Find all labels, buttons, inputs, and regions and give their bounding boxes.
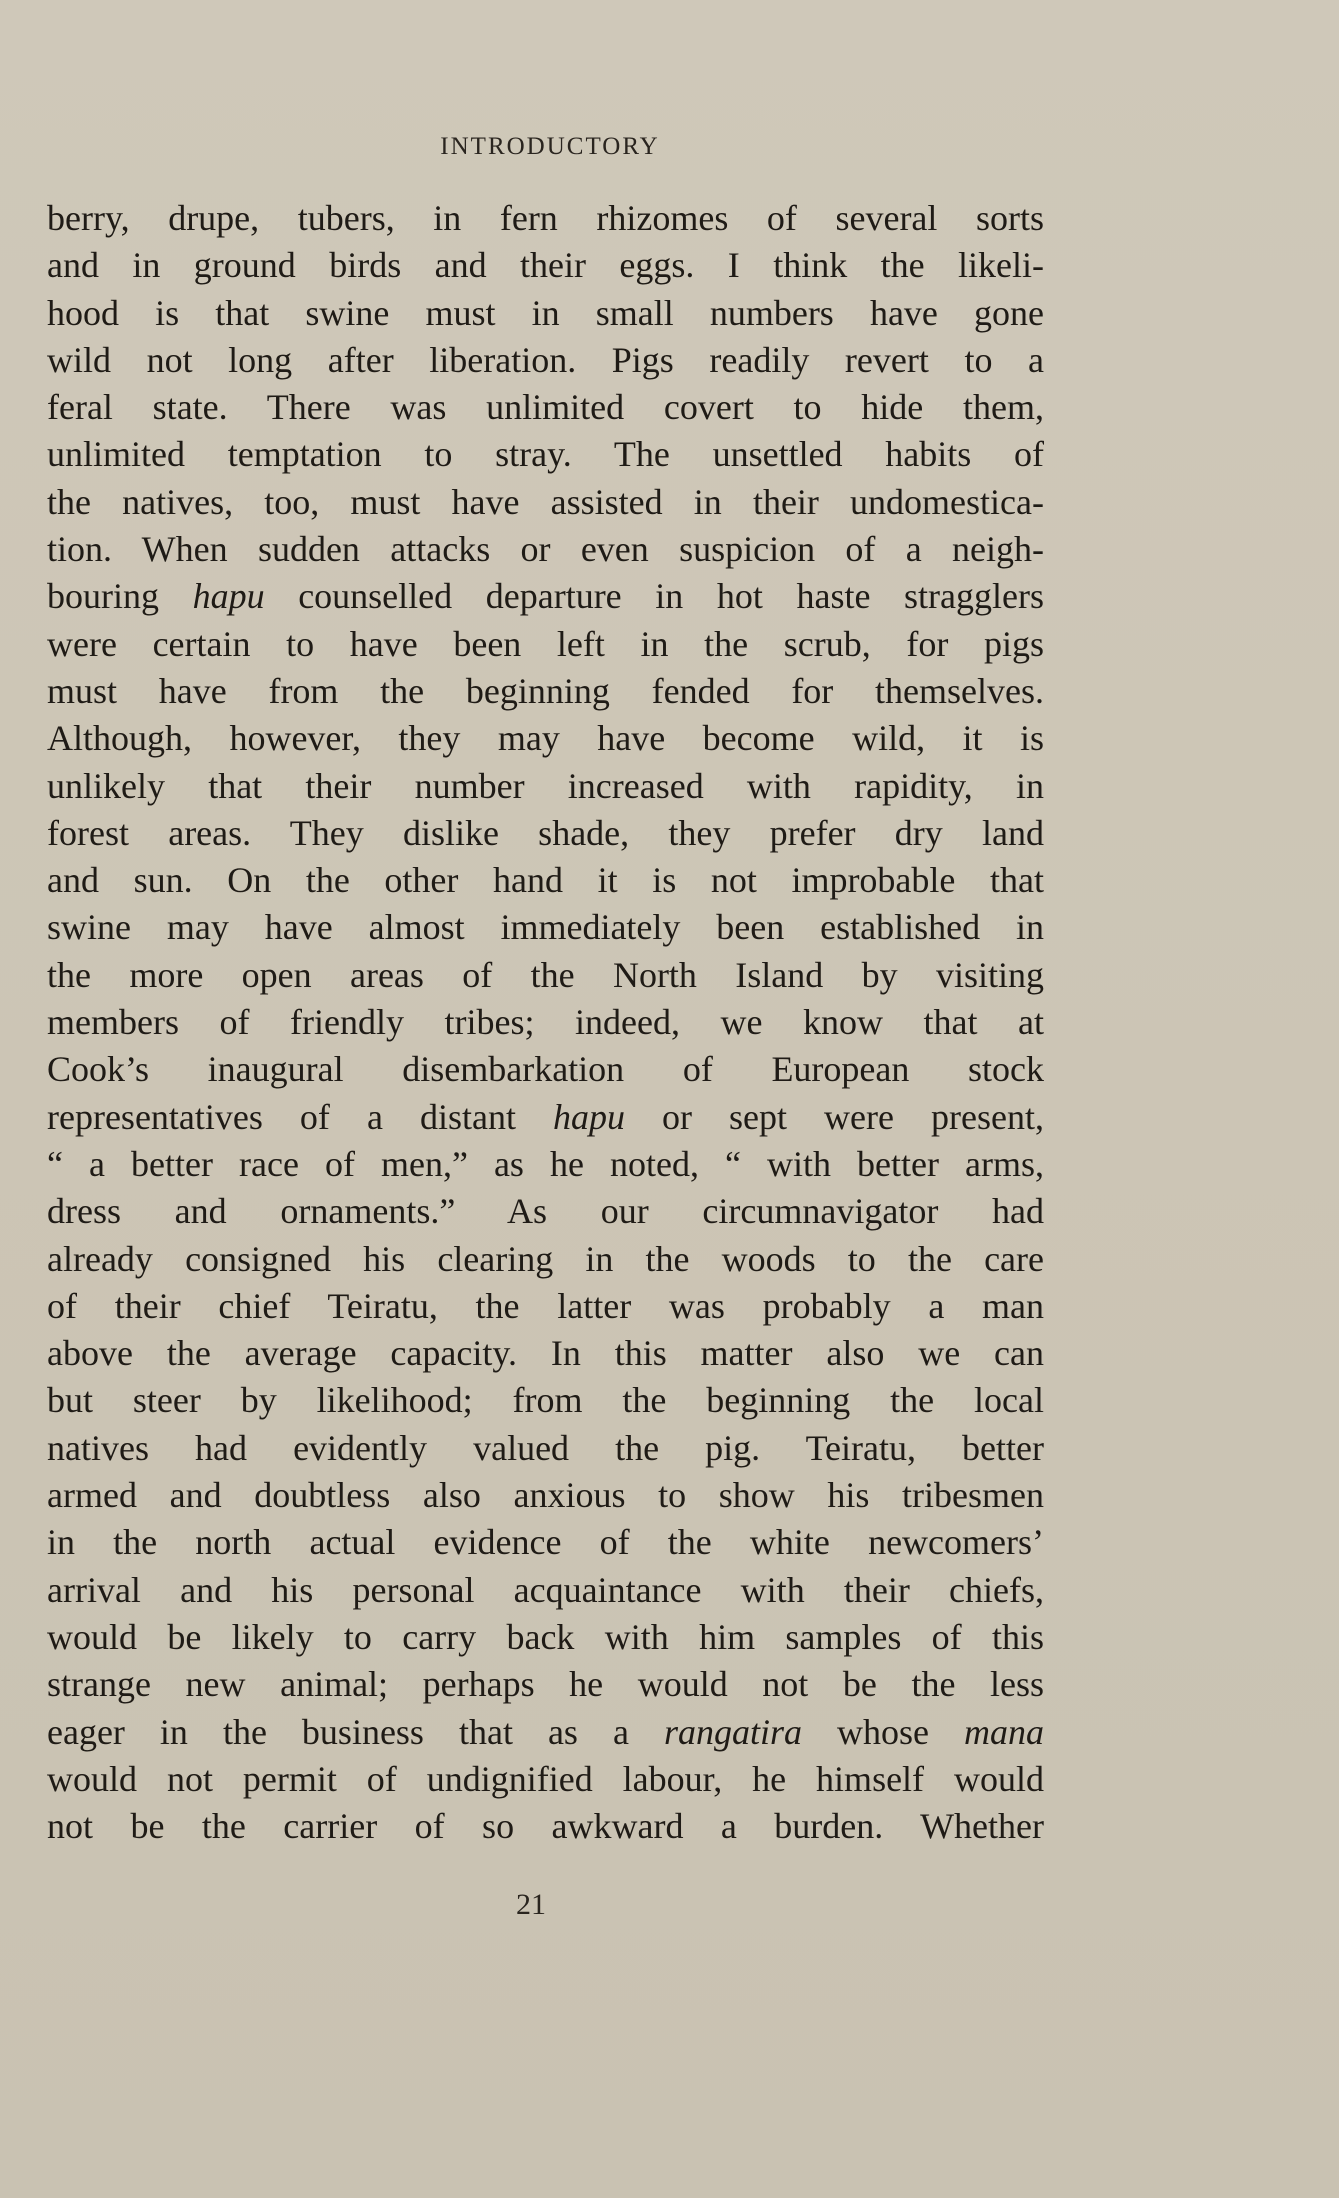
text-line <box>47 1756 1044 1803</box>
text-run: strange new animal; perhaps he would not be the less <box>47 1664 1044 1705</box>
text-run: the natives, too, must have assisted in their undomestica- <box>47 481 1044 522</box>
text-line <box>47 431 1044 478</box>
italic-term: mana <box>964 1711 1044 1752</box>
text-run: or sept were present, <box>624 1096 1044 1137</box>
text-line <box>47 1094 1044 1141</box>
text-line <box>47 1236 1044 1283</box>
text-run: were certain to have been left in the scrub, for pigs <box>47 623 1044 664</box>
text-run: already consigned his clearing in the woods to the care <box>47 1238 1044 1279</box>
text-line <box>47 1709 1044 1756</box>
text-line <box>47 1425 1044 1472</box>
text-run: forest areas. They dislike shade, they prefer dry land <box>47 812 1044 853</box>
text-run: would be likely to carry back with him samples of this <box>47 1616 1044 1657</box>
text-line <box>47 621 1044 668</box>
text-run: counselled departure in hot haste stragglers <box>264 576 1044 617</box>
text-run: representatives of a distant <box>47 1096 553 1137</box>
text-line <box>47 1188 1044 1235</box>
text-run: members of friendly tribes; indeed, we know that at <box>47 1002 1044 1043</box>
text-line <box>47 1330 1044 1377</box>
text-run: wild not long after liberation. Pigs readily revert to a <box>47 339 1044 380</box>
italic-term: rangatira <box>663 1711 802 1752</box>
text-run: berry, drupe, tubers, in fern rhizomes of several sorts <box>47 198 1044 238</box>
text-run: unlikely that their number increased with rapidity, in <box>47 765 1044 806</box>
text-run: feral state. There was unlimited covert to hide them, <box>47 387 1044 428</box>
text-line <box>47 1614 1044 1661</box>
text-line <box>47 715 1044 762</box>
italic-term: hapu <box>192 576 265 617</box>
text-run: arrival and his personal acquaintance with their chiefs, <box>47 1569 1044 1610</box>
text-line <box>47 999 1044 1046</box>
text-line <box>47 1803 1044 1850</box>
text-line <box>47 290 1044 337</box>
text-line <box>47 1472 1044 1519</box>
text-line <box>47 384 1044 431</box>
text-line <box>47 479 1044 526</box>
page-number: 21 <box>516 1888 546 1921</box>
text-line <box>47 337 1044 384</box>
text-run: natives had evidently valued the pig. Teiratu, better <box>47 1427 1044 1468</box>
text-line <box>47 573 1044 620</box>
text-run: Cook’s inaugural disembarkation of European stock <box>47 1049 1044 1090</box>
text-line <box>47 904 1044 951</box>
text-run: of their chief Teiratu, the latter was probably a man <box>47 1285 1044 1326</box>
text-line <box>47 857 1044 904</box>
text-line <box>47 526 1044 573</box>
text-line <box>47 668 1044 715</box>
running-head: INTRODUCTORY <box>440 133 660 160</box>
italic-term: hapu <box>552 1096 625 1137</box>
text-line <box>47 1661 1044 1708</box>
body-text <box>47 195 1044 1850</box>
text-run: tion. When sudden attacks or even suspicion of a neigh- <box>47 529 1044 570</box>
text-run: unlimited temptation to stray. The unsettled habits of <box>47 434 1044 475</box>
text-run: swine may have almost immediately been established in <box>47 907 1044 948</box>
text-line <box>47 1141 1044 1188</box>
text-line <box>47 1519 1044 1566</box>
text-run: armed and doubtless also anxious to show his tribesmen <box>47 1475 1044 1516</box>
text-line <box>47 242 1044 289</box>
text-run: bouring <box>47 576 193 617</box>
text-run: and sun. On the other hand it is not improbable that <box>47 860 1044 901</box>
text-line <box>47 763 1044 810</box>
text-line <box>47 952 1044 999</box>
text-run: “ a better race of men,” as he noted, “ with better arms, <box>47 1143 1044 1184</box>
text-line <box>47 1046 1044 1093</box>
text-run: but steer by likelihood; from the beginning the local <box>47 1380 1044 1421</box>
text-run: the more open areas of the North Island by visiting <box>47 954 1044 995</box>
text-run: above the average capacity. In this matter also we can <box>47 1333 1044 1374</box>
text-run: whose <box>801 1711 964 1752</box>
text-run: and in ground birds and their eggs. I think the likeli- <box>47 245 1044 286</box>
text-line <box>47 195 1044 242</box>
text-line <box>47 810 1044 857</box>
text-line <box>47 1377 1044 1424</box>
text-line <box>47 1283 1044 1330</box>
text-run: eager in the business that as a <box>47 1711 664 1752</box>
text-run: would not permit of undignified labour, he himself would <box>47 1758 1044 1799</box>
text-run: must have from the beginning fended for themselves. <box>47 670 1044 711</box>
text-run: in the north actual evidence of the white newcomers’ <box>47 1522 1044 1563</box>
text-line <box>47 1567 1044 1614</box>
text-run: Although, however, they may have become wild, it is <box>47 718 1044 759</box>
text-run: not be the carrier of so awkward a burden. Whether <box>47 1806 1044 1847</box>
text-run: hood is that swine must in small numbers have gone <box>47 292 1044 333</box>
text-run: dress and ornaments.” As our circumnavigator had <box>47 1191 1044 1232</box>
